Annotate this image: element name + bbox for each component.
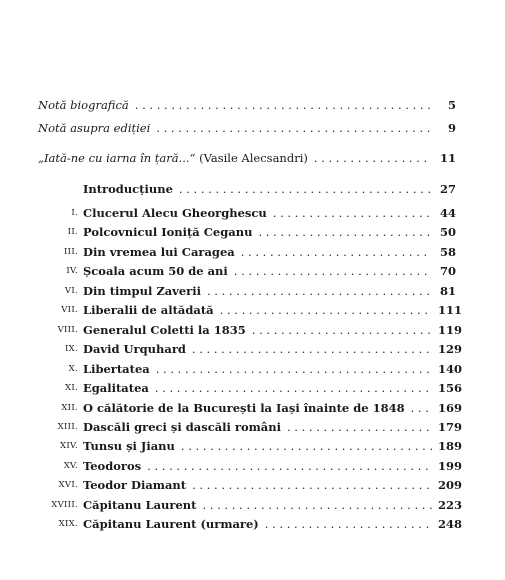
toc-entry-page: 209 — [438, 478, 463, 492]
chapter-numeral: XVI. — [58, 480, 78, 490]
toc-entry-edition-note[interactable] — [38, 120, 456, 136]
chapter-numeral: VI. — [64, 286, 78, 296]
toc-entry-title: Căpitanu Laurent (urmare) — [83, 517, 259, 531]
toc-entry-title: Căpitanu Laurent — [83, 498, 197, 512]
toc-entry-chapter[interactable] — [83, 341, 463, 357]
toc-entry-title: Din vremea lui Caragea — [83, 245, 235, 259]
toc-entry-title: Introducțiune — [83, 182, 173, 196]
chapter-numeral: X. — [68, 364, 78, 374]
leader-dots — [234, 263, 432, 279]
toc-entry-chapter[interactable] — [83, 438, 463, 454]
leader-dots — [156, 120, 432, 136]
toc-entry-chapter[interactable] — [83, 283, 456, 299]
chapter-numeral: II. — [67, 227, 78, 237]
chapter-numeral: XV. — [63, 461, 78, 471]
toc-entry-page: 156 — [438, 381, 463, 395]
toc-entry-chapter[interactable] — [83, 263, 456, 279]
toc-entry-page: 70 — [439, 264, 456, 278]
leader-dots — [314, 150, 432, 166]
toc-entry-page: 9 — [447, 121, 456, 135]
toc-entry-title: Notă asupra ediției — [38, 121, 151, 135]
toc-entry-page: 11 — [439, 151, 456, 165]
leader-dots — [155, 380, 432, 396]
leader-dots — [147, 458, 432, 474]
chapter-numeral: VII. — [61, 305, 78, 315]
leader-dots — [135, 97, 432, 113]
toc-entry-title: David Urquhard — [83, 342, 186, 356]
toc-entry-page: 50 — [439, 225, 456, 239]
toc-entry-chapter[interactable] — [83, 322, 463, 338]
toc-entry-title: Libertatea — [83, 362, 150, 376]
toc-entry-title: Notă biografică — [38, 98, 129, 112]
toc-entry-poem[interactable] — [38, 150, 456, 166]
toc-entry-page: 44 — [439, 206, 456, 220]
toc-entry-chapter[interactable] — [83, 244, 456, 260]
toc-entry-page: 58 — [439, 245, 456, 259]
toc-entry-title: Tunsu și Jianu — [83, 439, 175, 453]
toc-entry-introduction[interactable] — [83, 181, 456, 197]
poem-title-italic: „Iată-ne cu iarna în țară...“ — [38, 151, 196, 165]
leader-dots — [273, 205, 432, 221]
toc-entry-page: 129 — [438, 342, 463, 356]
toc-entry-title: Liberalii de altădată — [83, 303, 214, 317]
leader-dots — [220, 302, 432, 318]
chapter-numeral: I. — [71, 208, 78, 218]
toc-entry-page: 5 — [447, 98, 456, 112]
toc-entry-page: 179 — [438, 420, 463, 434]
chapter-numeral: IX. — [64, 344, 78, 354]
chapter-numeral: XVIII. — [51, 500, 78, 510]
toc-entry-title — [38, 150, 308, 166]
toc-entry-title: Dascăli greci și dascăli români — [83, 420, 281, 434]
toc-entry-chapter[interactable] — [83, 419, 463, 435]
leader-dots — [265, 516, 432, 532]
toc-entry-title: Școala acum 50 de ani — [83, 264, 228, 278]
leader-dots — [202, 497, 432, 513]
toc-entry-chapter[interactable] — [83, 516, 463, 532]
toc-entry-page: 140 — [438, 362, 463, 376]
leader-dots — [252, 322, 432, 338]
chapter-numeral: XIII. — [57, 422, 78, 432]
chapter-numeral: VIII. — [57, 325, 78, 335]
toc-entry-title: Clucerul Alecu Gheorghescu — [83, 206, 267, 220]
leader-dots — [411, 400, 432, 416]
chapter-numeral: XII. — [61, 403, 78, 413]
toc-entry-page: 223 — [438, 498, 463, 512]
chapter-numeral: XIV. — [60, 441, 78, 451]
leader-dots — [258, 224, 432, 240]
leader-dots — [181, 438, 432, 454]
chapter-numeral: III. — [64, 247, 78, 257]
poem-title-author: (Vasile Alecsandri) — [195, 151, 308, 165]
toc-entry-chapter[interactable] — [83, 458, 463, 474]
toc-entry-title: Teodoros — [83, 459, 142, 473]
chapter-numeral: XIX. — [58, 519, 78, 529]
toc-entry-title: O călătorie de la București la Iași înainte de 1848 — [83, 401, 405, 415]
toc-entry-chapter[interactable] — [83, 205, 456, 221]
toc-entry-chapter[interactable] — [83, 497, 463, 513]
toc-entry-page: 248 — [438, 517, 463, 531]
toc-entry-chapter[interactable] — [83, 361, 463, 377]
chapter-numeral: XI. — [64, 383, 78, 393]
toc-entry-page: 111 — [438, 303, 463, 317]
toc-entry-chapter[interactable] — [83, 380, 463, 396]
toc-entry-page: 189 — [438, 439, 463, 453]
leader-dots — [287, 419, 432, 435]
toc-entry-title: Egalitatea — [83, 381, 149, 395]
leader-dots — [241, 244, 432, 260]
leader-dots — [192, 477, 432, 493]
toc-entry-chapter[interactable] — [83, 302, 463, 318]
toc-entry-title: Din timpul Zaverii — [83, 284, 201, 298]
leader-dots — [192, 341, 432, 357]
chapter-numeral: IV. — [66, 266, 78, 276]
toc-entry-chapter[interactable] — [83, 224, 456, 240]
toc-entry-page: 199 — [438, 459, 463, 473]
toc-entry-biographical-note[interactable] — [38, 97, 456, 113]
toc-entry-chapter[interactable] — [83, 477, 463, 493]
toc-entry-page: 81 — [439, 284, 456, 298]
toc-entry-title: Polcovnicul Ioniță Ceganu — [83, 225, 253, 239]
toc-entry-page: 119 — [438, 323, 463, 337]
toc-entry-title: Generalul Coletti la 1835 — [83, 323, 246, 337]
leader-dots — [179, 181, 432, 197]
leader-dots — [207, 283, 432, 299]
toc-entry-chapter[interactable] — [83, 400, 463, 416]
toc-entry-page: 27 — [439, 182, 456, 196]
toc-entry-page: 169 — [438, 401, 463, 415]
toc-entry-title: Teodor Diamant — [83, 478, 187, 492]
leader-dots — [156, 361, 432, 377]
